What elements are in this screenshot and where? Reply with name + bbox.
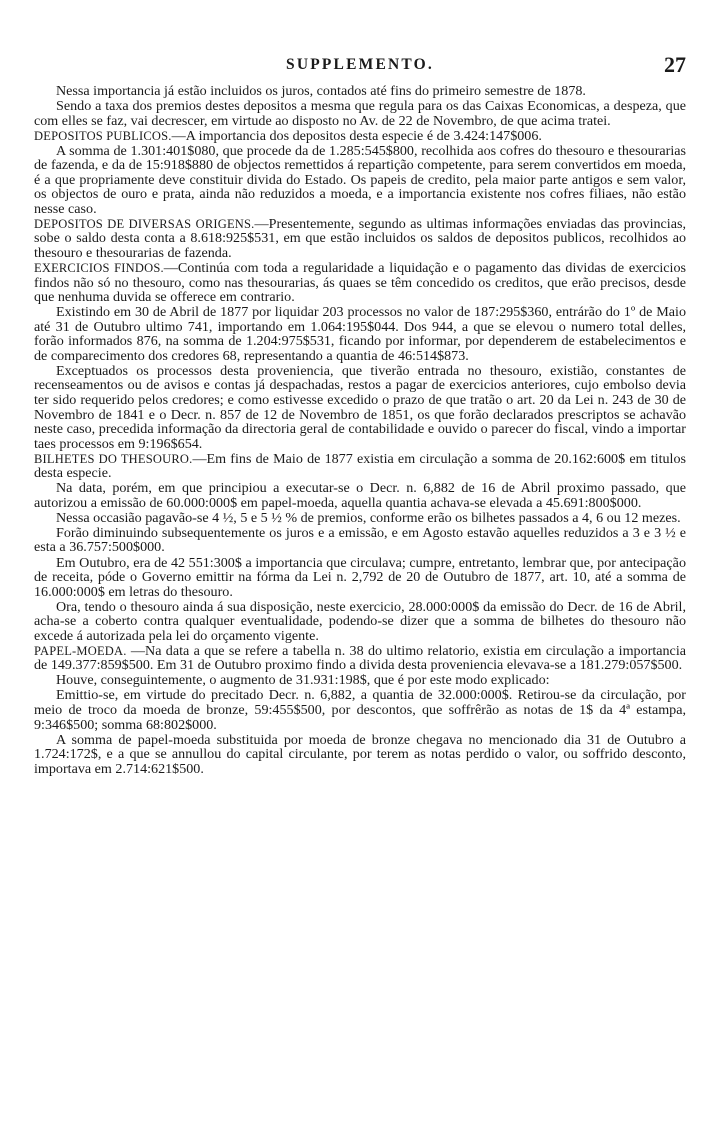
paragraph-text: Exceptuados os processos desta proveniencia, que tiverão entrada no thesouro, existião, constantes de recenseamentos ou de avisos e contas já despachadas, restos a pagar de exercicios anteriores, cujo embolso devia ter sido requerido pelos credores; e como estivesse excedido o prazo de que tratão o art. 20 da Lei n. 243 de 30 de Novembro de 1841 e o Decr. n. 857 de 12 de Novembro de 1851, os que forão declarados prescriptos se achavão neste caso, precedida informação da directoria geral de contabilidade e ouvido o parecer do fiscal, vindo a importar taes processos em 9:196$654. bbox=[34, 362, 686, 452]
paragraph bbox=[34, 129, 686, 144]
document-body bbox=[34, 84, 686, 777]
section-lead: PAPEL-MOEDA. bbox=[34, 643, 127, 658]
paragraph bbox=[34, 452, 686, 481]
section-lead: BILHETES DO THESOURO. bbox=[34, 451, 193, 466]
paragraph bbox=[34, 526, 686, 555]
paragraph bbox=[34, 644, 686, 673]
paragraph-text: —Presentemente, segundo as ultimas informações enviadas das provincias, sobe o saldo desta conta a 8.618:925$531, em que estão incluidos os saldos de depositos publicos, recolhidos ao thesouro e thesourarias de fazenda. bbox=[34, 215, 686, 262]
running-title: SUPPLEMENTO. bbox=[286, 56, 434, 73]
paragraph bbox=[34, 217, 686, 261]
paragraph-text: Na data, porém, em que principiou a executar-se o Decr. n. 6,882 de 16 de Abril proximo passado, que autorizou a emissão de 60.000:000$ em papel-moeda, aquella quantia achava-se elevada a 45.691:800$000. bbox=[34, 480, 686, 511]
paragraph bbox=[34, 84, 686, 99]
paragraph-text: Nessa occasião pagavão-se 4 ½, 5 e 5 ½ % de premios, conforme erão os bilhetes passados a 4, 6 ou 12 mezes. bbox=[56, 509, 681, 526]
paragraph-text: Houve, conseguintemente, o augmento de 31.931:198$, que é por este modo explicado: bbox=[56, 672, 550, 689]
section-lead: EXERCICIOS FINDOS. bbox=[34, 261, 164, 276]
paragraph bbox=[34, 99, 686, 128]
paragraph bbox=[34, 364, 686, 451]
paragraph-text: —Na data a que se refere a tabella n. 38 do ultimo relatorio, existia em circulação a importancia de 149.377:859$500. Em 31 de Outubro proximo findo a divida desta proveniencia elevava-se a 181.279:057$500. bbox=[34, 642, 686, 674]
running-head bbox=[34, 52, 686, 78]
page-number: 27 bbox=[664, 52, 686, 77]
paragraph-text: Ora, tendo o thesouro ainda á sua disposição, neste exercicio, 28.000:000$ da emissão do Decr. de 16 de Abril, acha-se a coberto contra qualquer eventualidade, podendo-se dizer que a somma de bilhetes do thesouro não excede á autorizada pela lei do orçamento vigente. bbox=[34, 598, 686, 644]
paragraph-text: Forão diminuindo subsequentemente os juros e a emissão, e em Agosto estavão aquelles reduzidos a 3 e 3 ½ e esta a 36.757:500$000. bbox=[34, 524, 686, 556]
paragraph-text: A somma de papel-moeda substituida por moeda de bronze chegava no mencionado dia 31 de Outubro a 1.724:172$, e a que se annullou do capital circulante, por terem as notas perdido o valor, ou soffrido desconto, importava em 2.714:621$500. bbox=[34, 731, 686, 777]
paragraph bbox=[34, 688, 686, 732]
paragraph bbox=[34, 556, 686, 600]
paragraph-text: Nessa importancia já estão incluidos os juros, contados até fins do primeiro semestre de 1878. bbox=[56, 83, 586, 99]
paragraph bbox=[34, 481, 686, 510]
paragraph-text: —Continúa com toda a regularidade a liquidação e o pagamento das dividas de exercicios findos não só no thesouro, como nas thesourarias, ás quaes se têm concedido os creditos, que erão precisos, desde que nenhuma duvida se offerece em contrario. bbox=[34, 260, 686, 306]
paragraph-text: Em Outubro, era de 42 551:300$ a importancia que circulava; cumpre, entretanto, lembrar que, por antecipação de receita, póde o Governo emittir na fórma da Lei n. 2,792 de 20 de Outubro de 1877, art. 10, até a somma de 16.000:000$ em letras do thesouro. bbox=[34, 554, 686, 600]
paragraph-text: A somma de 1.301:401$080, que procede da de 1.285:545$800, recolhida aos cofres do thesouro e thesourarias de fazenda, e da de 15:918$880 de objectos remettidos á repartição competente, para serem convertidos em moeda, é a que propriamente deve constituir divida do Estado. Os papeis de credito, pela maior parte antigos e sem valor, os objectos de ouro e prata, ainda não reduzidos a moeda, e a importancia existente nos cofres filiaes, não estão nesse caso. bbox=[34, 142, 686, 217]
paragraph bbox=[34, 600, 686, 644]
paragraph-text: —Em fins de Maio de 1877 existia em circulação a somma de 20.162:600$ em titulos desta especie. bbox=[34, 450, 686, 482]
paragraph bbox=[34, 144, 686, 217]
paragraph bbox=[34, 673, 686, 688]
section-lead: DEPOSITOS DE DIVERSAS ORIGENS. bbox=[34, 216, 255, 231]
paragraph-text: Sendo a taxa dos premios destes depositos a mesma que regula para os das Caixas Economicas, a despeza, que com elles se faz, vai decrescer, em virtude ao disposto no Av. de 22 de Novembro, de que acima tratei. bbox=[34, 98, 686, 129]
paragraph-text: Emittio-se, em virtude do precitado Decr. n. 6,882, a quantia de 32.000:000$. Retirou-se da circulação, por meio de troco da moeda de bronze, 59:455$500, por descontos, que soffrêrão as notas de 1$ da 4ª estampa, 9:346$500; somma 68:802$000. bbox=[34, 687, 686, 733]
paragraph bbox=[34, 733, 686, 777]
paragraph bbox=[34, 511, 686, 526]
paragraph bbox=[34, 305, 686, 363]
paragraph bbox=[34, 261, 686, 305]
paragraph-text: Existindo em 30 de Abril de 1877 por liquidar 203 processos no valor de 187:295$360, entrárão do 1º de Maio até 31 de Outubro ultimo 741, importando em 1.064:195$044. Dos 944, a que se elevou o numero total delles, forão informados 876, na somma de 1.204:975$531, ficando por informar, por dependerem de estabelecimentos e de comparecimento dos credores 68, representando a quantia de 46:514$873. bbox=[34, 304, 686, 364]
section-lead: DEPOSITOS PUBLICOS. bbox=[34, 128, 172, 143]
paragraph-text: —A importancia dos depositos desta especie é de 3.424:147$006. bbox=[171, 127, 542, 144]
